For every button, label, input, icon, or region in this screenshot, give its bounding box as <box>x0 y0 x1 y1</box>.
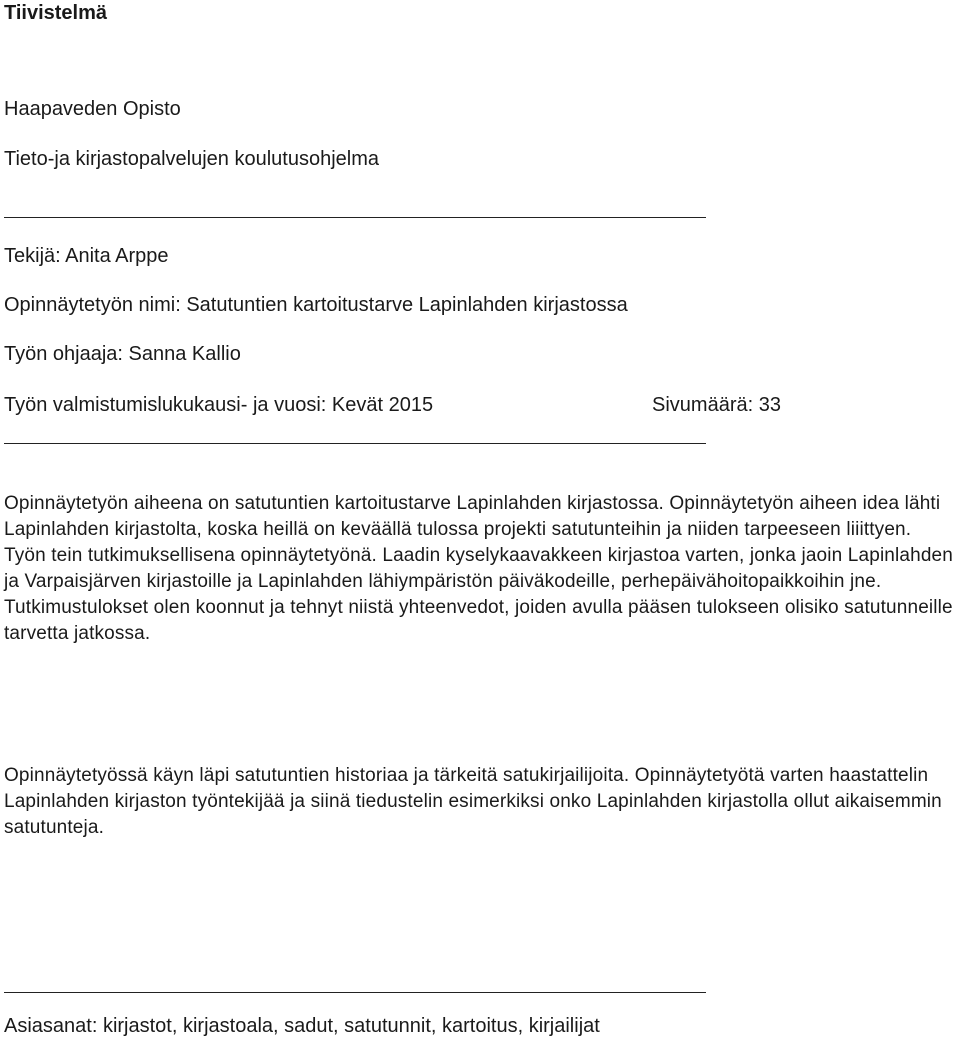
supervisor-line: Työn ohjaaja: Sanna Kallio <box>4 343 241 365</box>
document-heading: Tiivistelmä <box>4 2 108 24</box>
keywords-line: Asiasanat: kirjastot, kirjastoala, sadut, satutunnit, kartoitus, kirjailijat <box>4 1015 600 1037</box>
abstract-paragraph-2: Opinnäytetyössä käyn läpi satutuntien historiaa ja tärkeitä satukirjailijoita. Opinnäytetyötä varten haastattelin Lapinlahden kirjaston työntekijää ja siinä tiedustelin esimerkiksi onko Lapinlahden kirjastolla ollut aikaisemmin satutunteja. <box>4 765 942 838</box>
author-line: Tekijä: Anita Arppe <box>4 245 169 267</box>
abstract-paragraph-1: Opinnäytetyön aiheena on satutuntien kartoitustarve Lapinlahden kirjastossa. Opinnäytetyön aiheen idea lähti Lapinlahden kirjastolta, koska heillä on keväällä tulossa projekti satutunteihin ja niiden tarpeeseen liiittyen. Työn tein tutkimuksellisena opinnäytetyönä. Laadin kyselykaavakkeen kirjastoa varten, jonka jaoin Lapinlahden ja Varpaisjärven kirjastoille ja Lapinlahden lähiympäristön päiväkodeille, perhepäivähoitopaikkoihin jne. Tutkimustulokset olen koonnut ja tehnyt niistä yhteenvedot, joiden avulla pääsen tulokseen olisiko satutunneille tarvetta jatkossa. <box>4 493 953 644</box>
completion-line <box>4 392 781 418</box>
separator-line-top <box>4 217 706 218</box>
program-name: Tieto-ja kirjastopalvelujen koulutusohjelma <box>4 148 380 170</box>
institution-name: Haapaveden Opisto <box>4 98 181 120</box>
separator-line-bottom <box>4 992 706 993</box>
page-count: Sivumäärä: 33 <box>652 394 781 416</box>
completion-term: Työn valmistumislukukausi- ja vuosi: Kevät 2015 <box>4 394 434 416</box>
separator-line-middle <box>4 443 706 444</box>
thesis-name-line: Opinnäytetyön nimi: Satutuntien kartoitustarve Lapinlahden kirjastossa <box>4 294 628 316</box>
